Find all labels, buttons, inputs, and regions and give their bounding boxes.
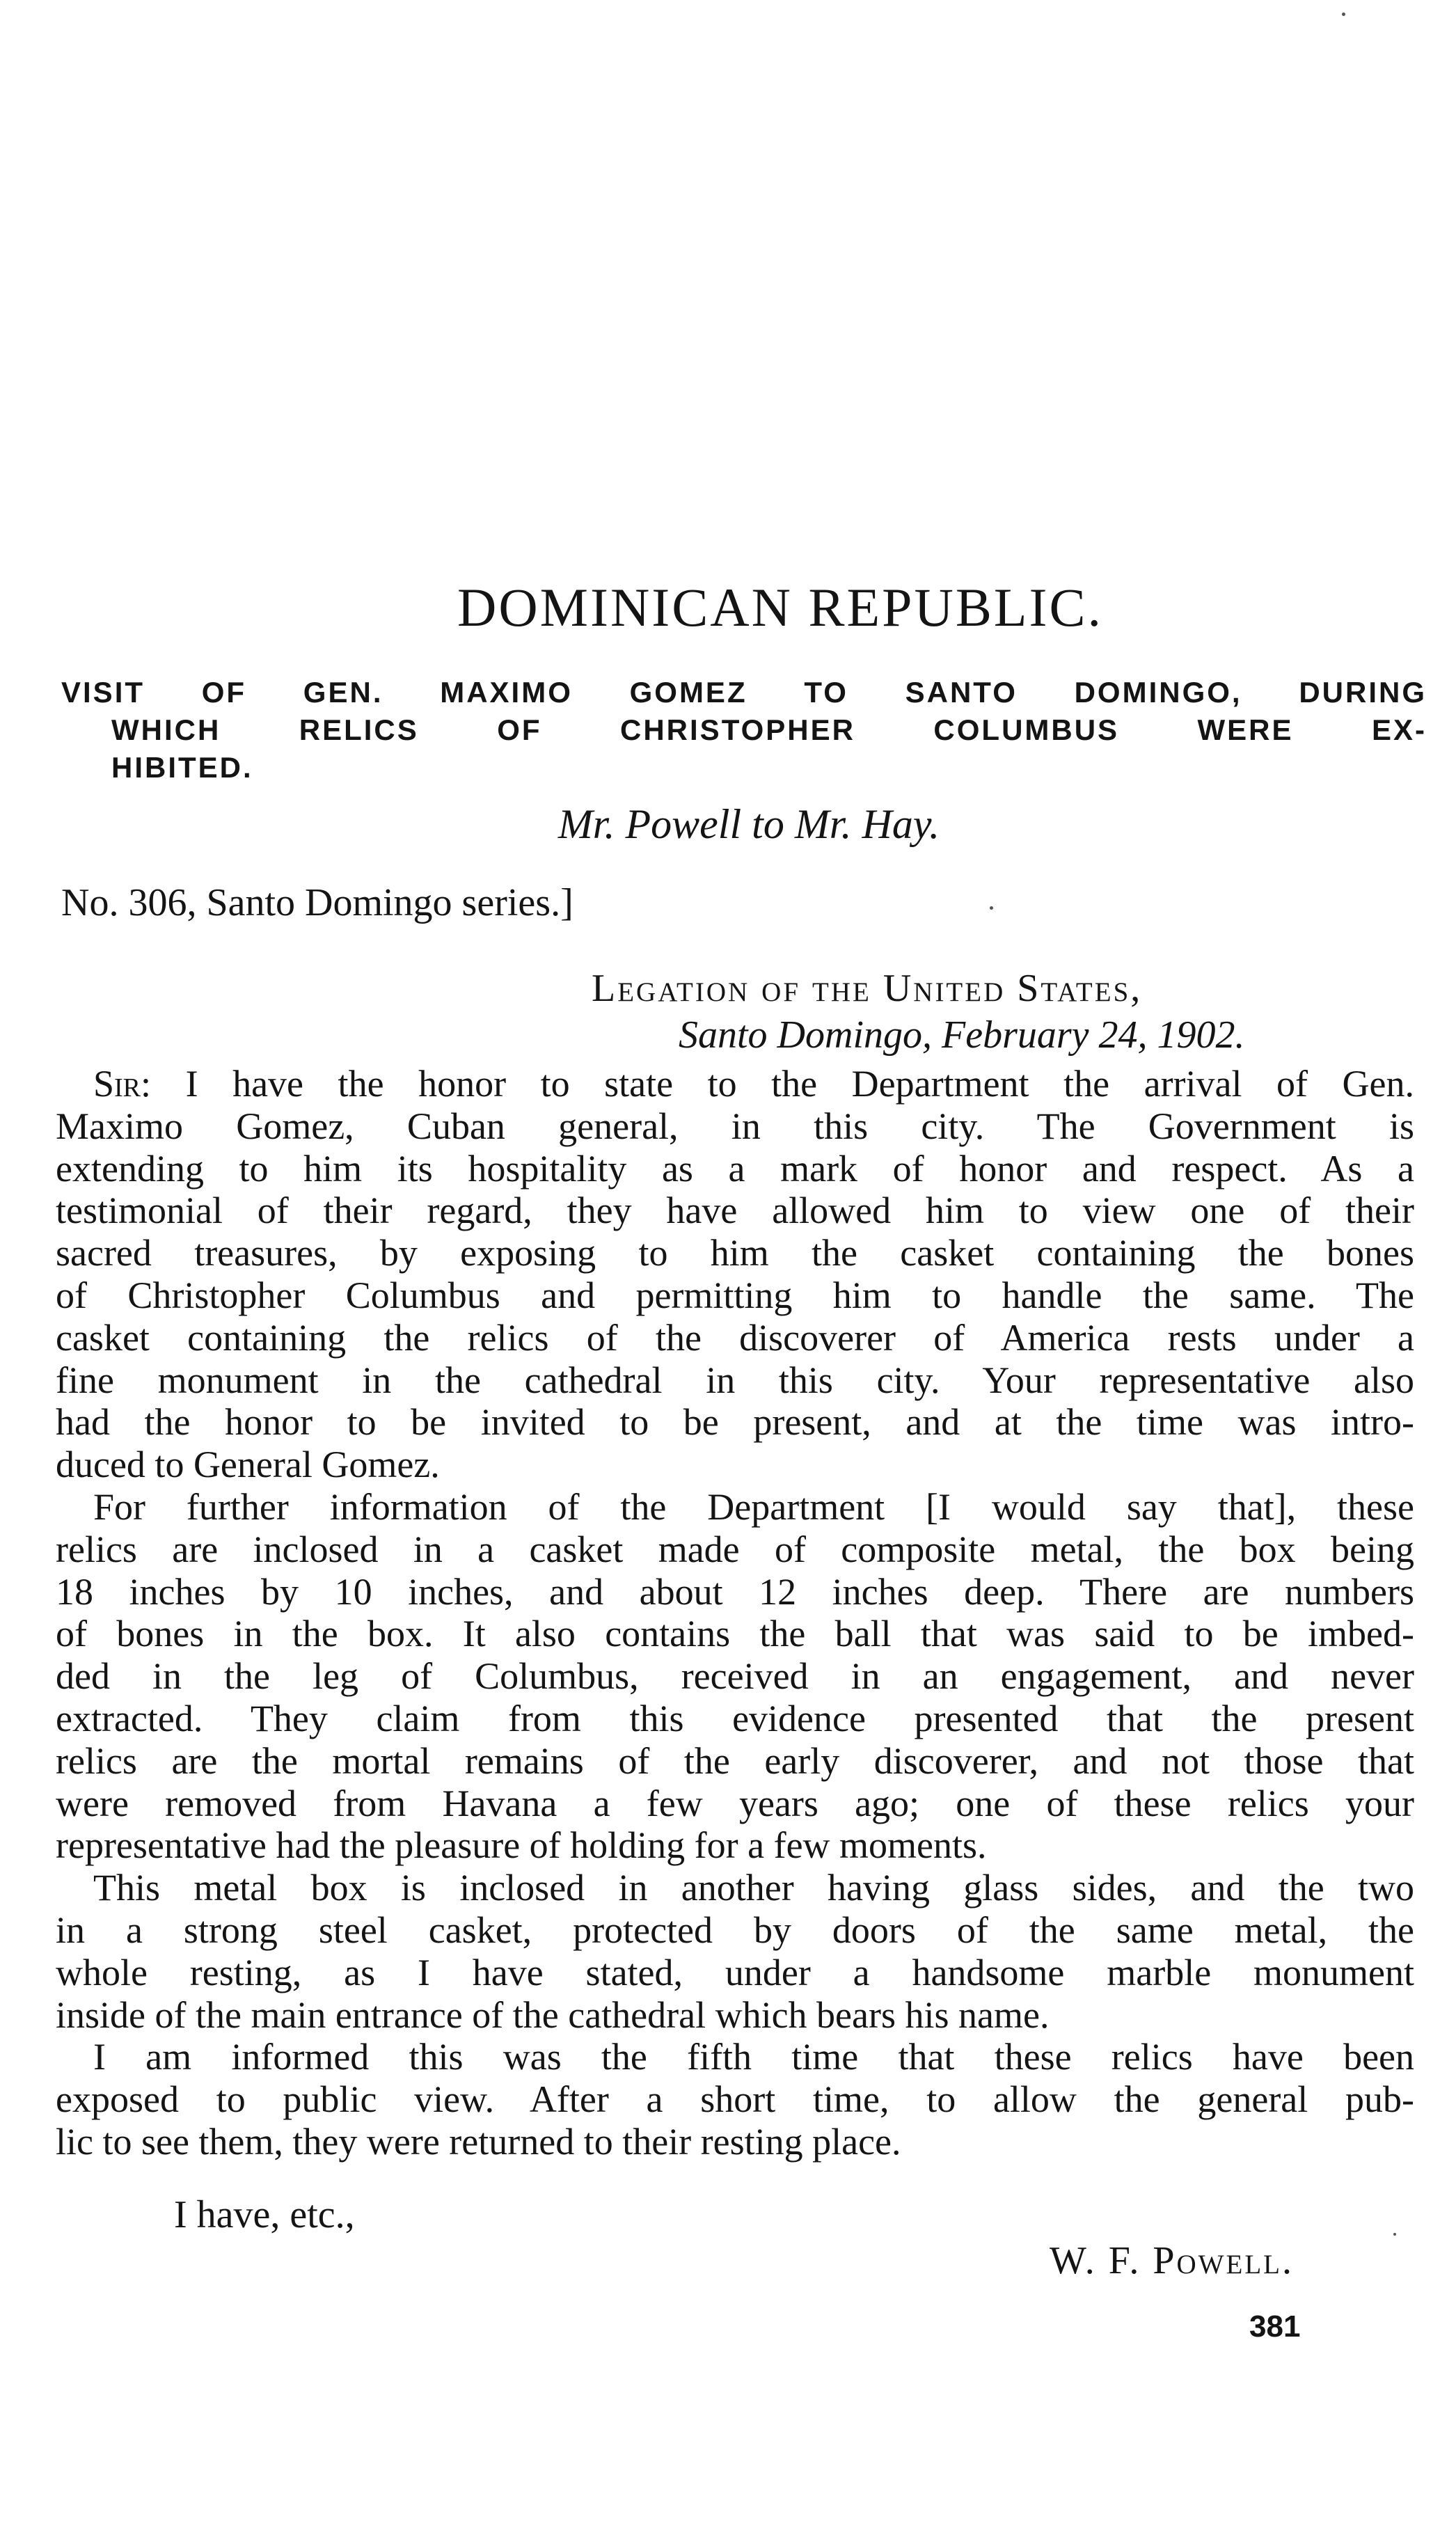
page-number: 381 — [1249, 2309, 1301, 2344]
signature-initials: W. F. — [1050, 2239, 1141, 2282]
body-line: whole resting, as I have stated, under a handsome marble monument — [56, 1951, 1414, 1993]
body-line: of bones in the box. It also contains the ball that was said to be imbed- — [56, 1613, 1414, 1655]
body-line: were removed from Havana a few years ago; one of these relics your — [56, 1782, 1414, 1824]
scan-speck — [1342, 13, 1345, 16]
signature — [1050, 2238, 1294, 2283]
body-line: in a strong steel casket, protected by doors of the same metal, the — [56, 1909, 1414, 1951]
scan-speck — [1393, 2233, 1396, 2236]
body-line: inside of the main entrance of the cathedral which bears his name. — [56, 1993, 1050, 2036]
body-line: extending to him its hospitality as a mark of honor and respect. As a — [56, 1147, 1414, 1190]
body-line: relics are the mortal remains of the early discoverer, and not those that — [56, 1739, 1414, 1782]
letter-body — [56, 1063, 1414, 2163]
body-line: Maximo Gomez, Cuban general, in this city. The Government is — [56, 1105, 1414, 1147]
subject-heading — [61, 674, 1427, 787]
subject-line: WHICH RELICS OF CHRISTOPHER COLUMBUS WERE EX- — [111, 713, 1427, 746]
subject-line: VISIT OF GEN. MAXIMO GOMEZ TO SANTO DOMINGO, DURING — [61, 676, 1427, 709]
dateline: Santo Domingo, February 24, 1902. — [679, 1013, 1245, 1057]
series-number: No. 306, Santo Domingo series.] — [61, 881, 573, 924]
country-title: DOMINICAN REPUBLIC. — [457, 577, 1104, 638]
salutation: Sir: — [93, 1063, 152, 1105]
body-line: relics are inclosed in a casket made of composite metal, the box being — [56, 1528, 1414, 1570]
body-line: ded in the leg of Columbus, received in an engagement, and never — [56, 1655, 1414, 1698]
body-line: sacred treasures, by exposing to him the casket containing the bones — [56, 1232, 1414, 1274]
signature-surname: Powell. — [1153, 2239, 1294, 2282]
legation-header: Legation of the United States, — [592, 967, 1143, 1010]
body-line: duced to General Gomez. — [56, 1444, 440, 1486]
body-line: 18 inches by 10 inches, and about 12 inches deep. There are numbers — [56, 1570, 1414, 1613]
body-line-text: I have the honor to state to the Department the arrival of Gen. — [151, 1063, 1414, 1105]
body-line: testimonial of their regard, they have allowed him to view one of their — [56, 1190, 1414, 1232]
body-line: representative had the pleasure of holding for a few moments. — [56, 1824, 987, 1867]
scan-speck — [990, 906, 993, 910]
correspondents-line: Mr. Powell to Mr. Hay. — [557, 801, 940, 847]
body-line: For further information of the Department [I would say that], these — [93, 1485, 1414, 1528]
body-line: fine monument in the cathedral in this city. Your representative also — [56, 1359, 1414, 1401]
body-line: lic to see them, they were returned to their resting place. — [56, 2120, 901, 2163]
body-line: had the honor to be invited to be present, and at the time was intro- — [56, 1401, 1414, 1444]
closing-phrase: I have, etc., — [174, 2193, 355, 2236]
body-line: exposed to public view. After a short time, to allow the general pub- — [56, 2078, 1414, 2121]
body-line: casket containing the relics of the discoverer of America rests under a — [56, 1316, 1414, 1359]
body-line: I am informed this was the fifth time that these relics have been — [93, 2036, 1414, 2078]
body-line: of Christopher Columbus and permitting him to handle the same. The — [56, 1274, 1414, 1316]
subject-line: HIBITED. — [111, 751, 253, 784]
body-line: This metal box is inclosed in another having glass sides, and the two — [93, 1867, 1414, 1909]
body-line: extracted. They claim from this evidence presented that the present — [56, 1697, 1414, 1739]
body-line — [56, 1063, 1414, 1105]
